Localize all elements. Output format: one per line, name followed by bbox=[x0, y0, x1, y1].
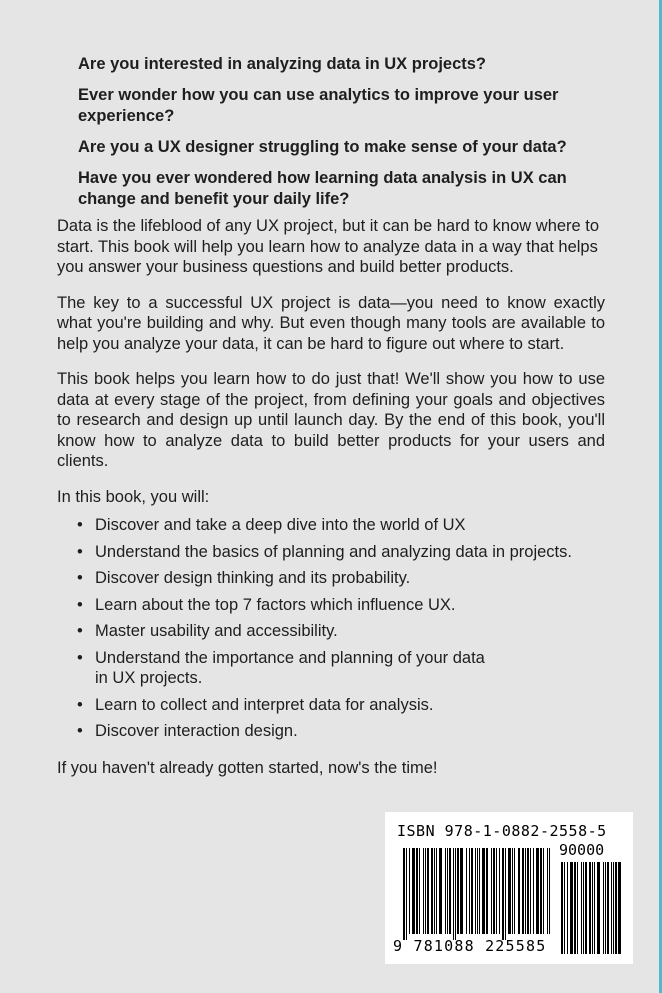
barcode-bar bbox=[618, 862, 621, 954]
barcode-bar bbox=[522, 848, 524, 934]
barcode-bar bbox=[423, 848, 424, 934]
barcode-bar bbox=[419, 848, 420, 934]
barcode-bar bbox=[564, 862, 565, 954]
bullet-icon: • bbox=[77, 695, 83, 714]
barcode-bar bbox=[570, 862, 573, 954]
paragraph-2: The key to a successful UX project is data—you need to know exactly what you're building and why. But even though many tools are available to help you analyze your data, it can be hard to figure out where to start. bbox=[57, 293, 605, 353]
list-item-text: Discover interaction design. bbox=[95, 722, 298, 740]
barcode-bar bbox=[449, 848, 451, 934]
barcode-bar bbox=[549, 848, 550, 934]
barcode-bar bbox=[499, 848, 500, 934]
list-item bbox=[57, 721, 605, 742]
barcode-bar bbox=[514, 848, 515, 934]
bullet-icon: • bbox=[77, 622, 83, 640]
barcode-bar bbox=[518, 848, 520, 934]
barcode-bar bbox=[469, 848, 470, 934]
barcode-bar bbox=[475, 848, 476, 934]
list-item-text: Discover design thinking and its probability. bbox=[95, 569, 411, 587]
bullet-icon: • bbox=[77, 722, 83, 740]
barcode-bar bbox=[611, 862, 612, 954]
list-item bbox=[57, 695, 605, 716]
barcode-bar bbox=[508, 848, 511, 934]
price-addon-code: 90000 bbox=[559, 841, 605, 859]
question-4: Have you ever wondered how learning data analysis in UX can change and benefit your daily life? bbox=[78, 169, 567, 208]
question-3: Are you a UX designer struggling to make sense of your data? bbox=[78, 138, 567, 156]
barcode-bar bbox=[577, 862, 578, 954]
list-item bbox=[57, 542, 605, 563]
barcode-bar bbox=[585, 862, 587, 954]
bullet-icon: • bbox=[77, 595, 83, 614]
barcode-bar bbox=[477, 848, 478, 934]
barcode-bar bbox=[527, 848, 529, 934]
barcode-bar bbox=[533, 848, 534, 934]
barcode-bar bbox=[445, 848, 446, 934]
barcode-bar bbox=[505, 848, 506, 940]
barcode-bar bbox=[409, 848, 410, 934]
isbn-barcode bbox=[385, 812, 633, 964]
barcode-bar bbox=[486, 848, 488, 934]
barcode-bar bbox=[406, 848, 407, 940]
barcode-bar bbox=[603, 862, 604, 954]
barcode-bar bbox=[471, 848, 473, 934]
barcode-bar bbox=[615, 862, 617, 954]
barcode-bar bbox=[457, 848, 459, 934]
barcode-bar bbox=[589, 862, 591, 954]
question-block bbox=[78, 54, 598, 220]
list-item-text: Learn to collect and interpret data for analysis. bbox=[95, 695, 434, 714]
list-item-text: Understand the basics of planning and analyzing data in projects. bbox=[95, 542, 572, 561]
barcode-bar bbox=[434, 848, 435, 934]
list-item-text: Understand the importance and planning of your data in UX projects. bbox=[95, 648, 485, 687]
barcode-bar bbox=[479, 848, 480, 934]
description-body bbox=[57, 216, 605, 793]
barcode-bar bbox=[547, 848, 548, 934]
bullet-icon: • bbox=[77, 648, 83, 667]
closing-line: If you haven't already gotten started, now's the time! bbox=[57, 758, 438, 777]
barcode-bar bbox=[425, 848, 426, 934]
barcode-bar bbox=[436, 848, 437, 934]
paragraph-3: This book helps you learn how to do just that! We'll show you how to use data at every stage of the project, from defining your goals and objectives to research and design up until launch day. By the end of this book, you'll know how to analyze data to build better products for your users and clients. bbox=[57, 370, 605, 470]
barcode-bar bbox=[493, 848, 495, 934]
barcode-bar bbox=[502, 848, 504, 940]
barcode-bar bbox=[496, 848, 497, 934]
list-item-text: Learn about the top 7 factors which influence UX. bbox=[95, 595, 456, 614]
question-1: Are you interested in analyzing data in UX projects? bbox=[78, 55, 487, 73]
barcode-bar bbox=[427, 848, 429, 934]
barcode-bar bbox=[466, 848, 467, 934]
barcode-bar bbox=[613, 862, 614, 954]
barcode-bar bbox=[530, 848, 531, 934]
barcode-bar bbox=[543, 848, 544, 934]
isbn-number: ISBN 978-1-0882-2558-5 bbox=[397, 822, 607, 840]
barcode-bar bbox=[447, 848, 448, 934]
bullet-icon: • bbox=[77, 542, 83, 561]
list-item bbox=[57, 621, 605, 642]
barcode-bar bbox=[453, 848, 454, 940]
paragraph-1: Data is the lifeblood of any UX project, but it can be hard to know where to start. This book will help you learn how to analyze data in a way that helps you answer your business questions and build better products. bbox=[57, 217, 600, 276]
barcode-bar bbox=[525, 848, 526, 934]
barcode-bar bbox=[416, 848, 418, 934]
barcode-bar bbox=[597, 862, 600, 954]
list-item bbox=[57, 515, 605, 536]
barcode-bar bbox=[536, 848, 539, 934]
barcode-bar bbox=[403, 848, 405, 940]
list-item-text: Master usability and accessibility. bbox=[95, 622, 338, 640]
barcode-bar bbox=[592, 862, 593, 954]
barcode-bar bbox=[607, 862, 609, 954]
barcode-bar bbox=[512, 848, 513, 934]
bullet-icon: • bbox=[77, 516, 83, 534]
barcode-bar bbox=[439, 848, 442, 934]
list-item bbox=[57, 648, 495, 689]
question-2: Ever wonder how you can use analytics to improve your user experience? bbox=[78, 86, 559, 125]
ean-digits: 9 781088 225585 bbox=[393, 937, 547, 955]
bullet-icon: • bbox=[77, 569, 83, 587]
list-item bbox=[57, 568, 605, 589]
barcode-bar bbox=[594, 862, 595, 954]
list-item bbox=[57, 595, 605, 616]
barcode-bar bbox=[581, 862, 582, 954]
barcode-bar bbox=[561, 862, 563, 954]
barcode-bar bbox=[540, 848, 542, 934]
barcode-bar bbox=[431, 848, 433, 934]
barcode-bar bbox=[455, 848, 456, 940]
barcode-bar bbox=[460, 848, 463, 934]
feature-list bbox=[57, 515, 605, 742]
barcode-bar bbox=[491, 848, 492, 934]
barcode-bar bbox=[482, 848, 485, 934]
barcode-bar bbox=[412, 848, 415, 934]
barcode-bar bbox=[605, 862, 606, 954]
barcode-bar bbox=[574, 862, 576, 954]
barcode-bar bbox=[567, 862, 568, 954]
list-item-text: Discover and take a deep dive into the world of UX bbox=[95, 516, 466, 534]
list-intro: In this book, you will: bbox=[57, 487, 210, 506]
barcode-bar bbox=[583, 862, 584, 954]
